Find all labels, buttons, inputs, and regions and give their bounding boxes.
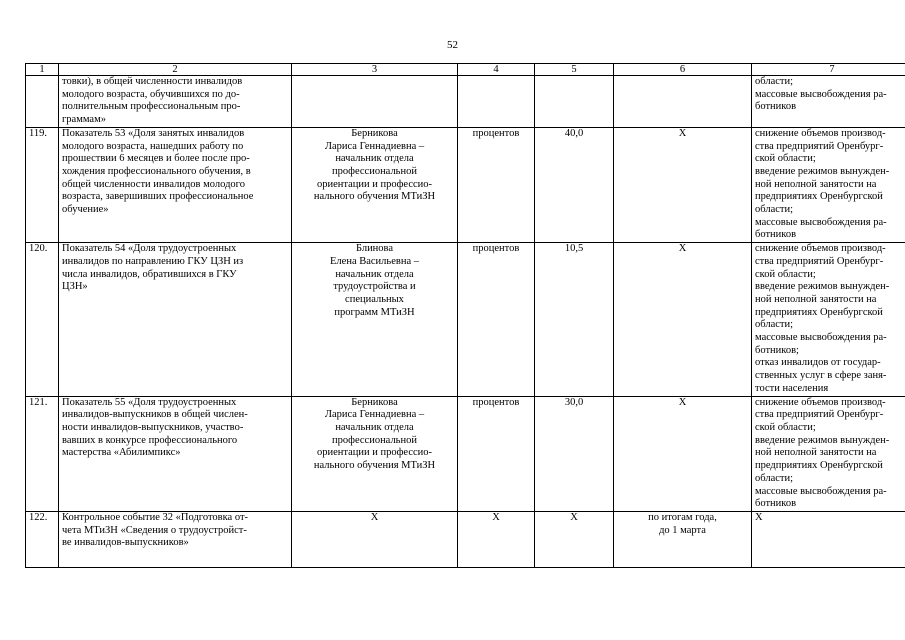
text-line: товки), в общей численности инвалидов xyxy=(62,76,243,87)
text-line: нального обучения МТиЗН xyxy=(313,460,436,472)
cell-text: 40,0 xyxy=(564,127,584,139)
responsible-person-cell xyxy=(292,127,458,242)
responsible-person-cell xyxy=(292,243,458,396)
unit-cell xyxy=(458,243,535,396)
text-line: ботников xyxy=(755,229,797,241)
text-line: области; xyxy=(755,204,794,216)
text-line: ве инвалидов-выпускников» xyxy=(62,537,189,549)
text-line: инвалидов по направлению ГКУ ЦЗН из xyxy=(62,255,244,267)
text-line: ориентации и профессио- xyxy=(316,447,433,459)
cell-text: 120. xyxy=(29,243,48,255)
responsible-person-cell xyxy=(292,76,458,128)
text-line: Берникова xyxy=(351,396,398,408)
text-line: снижение объемов производ- xyxy=(755,127,886,139)
text-line: ской области; xyxy=(755,421,816,433)
text-line: ской области; xyxy=(755,153,816,165)
text-line: ориентации и профессио- xyxy=(316,178,433,190)
text-line: полнительным профессиональным про- xyxy=(62,101,241,113)
text-line: Показатель 53 «Доля занятых инвалидов xyxy=(62,127,245,139)
text-line: отказ инвалидов от государ- xyxy=(755,357,881,369)
risks-cell xyxy=(752,511,905,567)
text-line: ности инвалидов-выпускников, участво- xyxy=(62,421,244,433)
text-line: вавших в конкурсе профессионального xyxy=(62,434,238,446)
text-line: Берникова xyxy=(351,127,398,139)
responsible-person-cell xyxy=(292,511,458,567)
deadline-cell xyxy=(614,76,752,128)
text-line: ботников xyxy=(755,498,797,510)
text-line: Лариса Геннадиевна – xyxy=(324,140,425,152)
value-cell xyxy=(535,243,614,396)
text-line: профессиональной xyxy=(332,165,417,177)
cell-text: процентов xyxy=(472,396,520,408)
value-cell xyxy=(535,396,614,511)
text-line: Елена Васильевна – xyxy=(330,255,419,267)
text-line: тости населения xyxy=(755,382,829,394)
text-line: ства предприятий Оренбург- xyxy=(755,140,884,152)
text-line: мастерства «Абилимпикс» xyxy=(62,447,181,459)
risks-cell xyxy=(752,127,905,242)
text-line: области; xyxy=(755,319,794,331)
indicator-name-cell xyxy=(59,76,292,128)
table-row xyxy=(26,396,905,511)
row-number-cell xyxy=(26,76,59,128)
text-line: введение режимов вынужден- xyxy=(755,281,890,293)
text-line: числа инвалидов, обратившихся в ГКУ xyxy=(62,268,237,280)
responsible-person-cell xyxy=(292,396,458,511)
text-line: области; xyxy=(755,76,794,87)
row-number-cell xyxy=(26,127,59,242)
text-line: Х xyxy=(678,127,687,139)
text-line: области; xyxy=(755,472,794,484)
column-header-6: 6 xyxy=(614,64,752,76)
text-line: ственных услуг в сфере заня- xyxy=(755,370,887,382)
column-header-3: 3 xyxy=(292,64,458,76)
indicator-name-cell xyxy=(59,511,292,567)
text-line: трудоустройства и xyxy=(333,281,416,293)
text-line: граммам» xyxy=(62,114,106,126)
cell-text: процентов xyxy=(472,243,520,255)
text-line: Контрольное событие 32 «Подготовка от- xyxy=(62,511,249,523)
cell-text: 122. xyxy=(29,511,48,523)
text-line: ЦЗН» xyxy=(62,281,88,293)
text-line: программ МТиЗН xyxy=(334,306,415,318)
value-cell xyxy=(535,76,614,128)
indicator-name-cell xyxy=(59,396,292,511)
row-number-cell xyxy=(26,243,59,396)
text-line: массовые высвобождения ра- xyxy=(755,332,887,344)
text-line: Блинова xyxy=(355,243,394,255)
deadline-cell xyxy=(614,511,752,567)
text-line: ства предприятий Оренбург- xyxy=(755,409,884,421)
deadline-cell xyxy=(614,127,752,242)
text-line: Показатель 54 «Доля трудоустроенных xyxy=(62,243,237,255)
cell-text: Х xyxy=(492,511,500,523)
text-line: Х xyxy=(370,511,379,523)
deadline-cell xyxy=(614,396,752,511)
cell-text: 30,0 xyxy=(564,396,584,408)
text-line: прошествии 6 месяцев и более после про- xyxy=(62,153,250,165)
indicators-table xyxy=(25,63,905,568)
text-line: ской области; xyxy=(755,268,816,280)
text-line: до 1 марта xyxy=(659,524,706,536)
cell-text: Х xyxy=(570,511,578,523)
cell-text: 121. xyxy=(29,396,48,408)
text-line: хождения профессионального обучения, в xyxy=(62,165,251,177)
cell-text: 10,5 xyxy=(564,243,584,255)
column-header-2: 2 xyxy=(59,64,292,76)
text-line: Лариса Геннадиевна – xyxy=(324,409,425,421)
text-line: начальник отдела xyxy=(335,153,414,165)
text-line: ной неполной занятости на xyxy=(755,178,877,190)
unit-cell xyxy=(458,396,535,511)
column-header-5: 5 xyxy=(535,64,614,76)
deadline-cell xyxy=(614,243,752,396)
text-line: массовые высвобождения ра- xyxy=(755,485,887,497)
text-line: ной неполной занятости на xyxy=(755,293,877,305)
row-number-cell xyxy=(26,396,59,511)
page-number: 52 xyxy=(447,39,458,51)
value-cell xyxy=(535,511,614,567)
table-row xyxy=(26,243,905,396)
indicator-name-cell xyxy=(59,127,292,242)
text-line: введение режимов вынужден- xyxy=(755,165,890,177)
text-line: Показатель 55 «Доля трудоустроенных xyxy=(62,396,237,408)
text-line: предприятиях Оренбургской xyxy=(755,306,883,318)
text-line: инвалидов-выпускников в общей числен- xyxy=(62,409,248,421)
text-line: чета МТиЗН «Сведения о трудоустройст- xyxy=(62,524,247,536)
text-line: Х xyxy=(678,396,687,408)
column-header-4: 4 xyxy=(458,64,535,76)
text-line: ботников xyxy=(755,101,797,113)
text-line: Х xyxy=(755,511,763,523)
unit-cell xyxy=(458,511,535,567)
text-line: Х xyxy=(678,243,687,255)
unit-cell xyxy=(458,127,535,242)
column-header-7: 7 xyxy=(752,64,905,76)
text-line: снижение объемов производ- xyxy=(755,396,886,408)
text-line: ства предприятий Оренбург- xyxy=(755,255,884,267)
text-line: ботников; xyxy=(755,344,799,356)
text-line: молодого возраста, обучившихся по до- xyxy=(62,88,240,100)
table-row xyxy=(26,511,905,567)
header-row xyxy=(26,64,905,76)
text-line: профессиональной xyxy=(332,434,417,446)
text-line: по итогам года, xyxy=(648,511,717,523)
text-line: нального обучения МТиЗН xyxy=(313,191,436,203)
text-line: начальник отдела xyxy=(335,421,414,433)
text-line: предприятиях Оренбургской xyxy=(755,460,883,472)
text-line: массовые высвобождения ра- xyxy=(755,216,887,228)
unit-cell xyxy=(458,76,535,128)
value-cell xyxy=(535,127,614,242)
table-row xyxy=(26,76,905,128)
column-header-1: 1 xyxy=(26,64,59,76)
text-line: введение режимов вынужден- xyxy=(755,434,890,446)
indicator-name-cell xyxy=(59,243,292,396)
cell-text: 119. xyxy=(29,127,47,139)
cell-text: процентов xyxy=(472,127,520,139)
text-line: общей численности инвалидов молодого xyxy=(62,178,245,190)
risks-cell xyxy=(752,76,905,128)
text-line: возраста, завершивших профессиональное xyxy=(62,191,254,203)
text-line: молодого возраста, нашедших работу по xyxy=(62,140,244,152)
text-line: снижение объемов производ- xyxy=(755,243,886,255)
text-line: ной неполной занятости на xyxy=(755,447,877,459)
table-row xyxy=(26,127,905,242)
risks-cell xyxy=(752,396,905,511)
text-line: предприятиях Оренбургской xyxy=(755,191,883,203)
row-number-cell xyxy=(26,511,59,567)
text-line: обучение» xyxy=(62,204,109,216)
text-line: начальник отдела xyxy=(335,268,414,280)
text-line: массовые высвобождения ра- xyxy=(755,88,887,100)
text-line: специальных xyxy=(345,293,404,305)
risks-cell xyxy=(752,243,905,396)
